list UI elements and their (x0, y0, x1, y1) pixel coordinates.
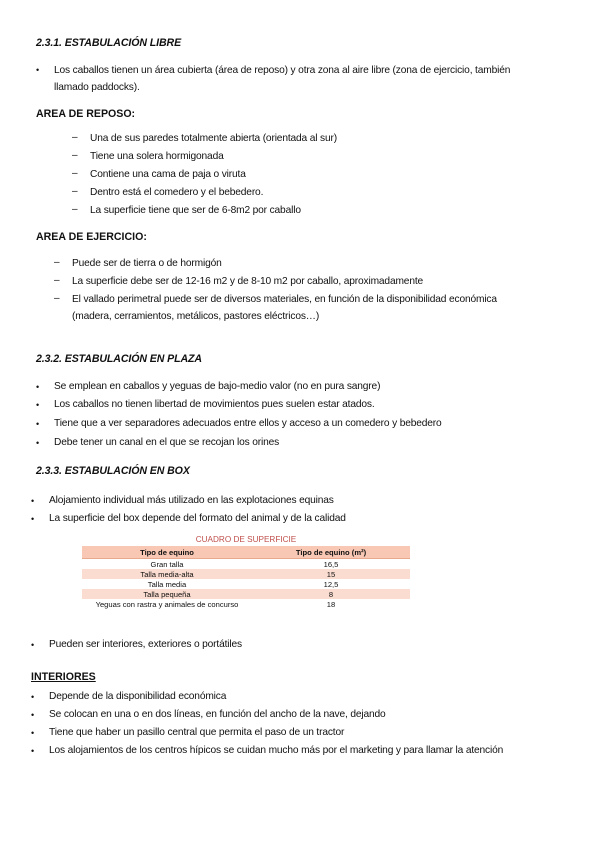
bullet-icon: • (31, 692, 35, 702)
table-header-cell: Tipo de equino (m²) (252, 546, 410, 559)
list-item: Alojamiento individual más utilizado en las explotaciones equinas (49, 495, 334, 506)
dash-icon: – (72, 168, 78, 179)
list-item: La superficie del box depende del formato del animal y de la calidad (49, 513, 346, 524)
table-row (82, 589, 410, 599)
bullet-icon: • (31, 710, 35, 720)
table-header-row (82, 546, 410, 559)
list-item: Dentro está el comedero y el bebedero. (90, 187, 264, 198)
list-item: El vallado perimetral puede ser de diversos materiales, en función de la disponibilidad económica (72, 294, 497, 305)
table-cell: Gran talla (150, 559, 184, 569)
table-row (82, 569, 410, 579)
list-item: Pueden ser interiores, exteriores o portátiles (49, 639, 242, 650)
table-cell: Talla media (147, 579, 187, 589)
table-cell: 12,5 (323, 579, 339, 589)
bullet-icon: • (31, 640, 35, 650)
table-cell: Yeguas con rastra y animales de concurso (95, 599, 239, 609)
list-item: Se colocan en una o en dos líneas, en función del ancho de la nave, dejando (49, 709, 386, 720)
list-item: Puede ser de tierra o de hormigón (72, 258, 222, 269)
section-title-estabulacion-libre: 2.3.1. ESTABULACIÓN LIBRE (36, 37, 182, 49)
bullet-icon: • (36, 438, 40, 448)
bullet-icon: • (31, 514, 35, 524)
list-item: Se emplean en caballos y yeguas de bajo-medio valor (no en pura sangre) (54, 381, 381, 392)
list-item: Contiene una cama de paja o viruta (90, 169, 246, 180)
list-item: Tiene que haber un pasillo central que permita el paso de un tractor (49, 727, 345, 738)
dash-icon: – (54, 275, 60, 286)
list-item: Los caballos no tienen libertad de movimientos pues suelen estar atados. (54, 399, 375, 410)
table-cell: 15 (252, 569, 410, 579)
bullet-icon: • (31, 746, 35, 756)
table-row (82, 559, 410, 570)
surface-table (82, 546, 410, 609)
dash-icon: – (72, 186, 78, 197)
paragraph-line: llamado paddocks). (54, 82, 140, 93)
table-cell: 18 (326, 599, 336, 609)
table-cell: 8 (252, 589, 410, 599)
bullet-icon: • (31, 496, 35, 506)
bullet-icon: • (36, 400, 40, 410)
list-item: Tiene que a ver separadores adecuados entre ellos y acceso a un comedero y bebedero (54, 418, 442, 429)
subheading-area-ejercicio: AREA DE EJERCICIO: (36, 231, 147, 243)
list-item: La superficie tiene que ser de 6-8m2 por caballo (90, 205, 301, 216)
table-cell: Talla pequeña (82, 589, 252, 599)
table-cell: Talla media-alta (82, 569, 252, 579)
bullet-icon: • (36, 382, 40, 392)
list-item: Depende de la disponibilidad económica (49, 691, 227, 702)
dash-icon: – (72, 204, 78, 215)
table-title: CUADRO DE SUPERFICIE (195, 535, 297, 544)
list-item: Los alojamientos de los centros hípicos se cuidan mucho más por el marketing y para llamar la atención (49, 745, 504, 756)
dash-icon: – (72, 150, 78, 161)
table-header-cell: Tipo de equino (82, 546, 252, 559)
list-item: Debe tener un canal en el que se recojan los orines (54, 437, 280, 448)
section-title-estabulacion-plaza: 2.3.2. ESTABULACIÓN EN PLAZA (36, 353, 202, 365)
subheading-area-reposo: AREA DE REPOSO: (36, 108, 136, 120)
bullet-icon: • (36, 419, 40, 429)
list-item: Una de sus paredes totalmente abierta (orientada al sur) (90, 133, 337, 144)
section-title-estabulacion-box: 2.3.3. ESTABULACIÓN EN BOX (36, 465, 190, 477)
paragraph-line: Los caballos tienen un área cubierta (área de reposo) y otra zona al aire libre (zona de ejercicio, también (54, 65, 511, 76)
table-row (82, 599, 410, 609)
dash-icon: – (54, 257, 60, 268)
dash-icon: – (72, 132, 78, 143)
list-item-continuation: (madera, cerramientos, metálicos, pastores eléctricos…) (72, 311, 320, 322)
bullet-icon: • (31, 728, 35, 738)
dash-icon: – (54, 293, 60, 304)
bullet-icon: • (36, 65, 40, 75)
table-row (82, 579, 410, 589)
list-item: La superficie debe ser de 12-16 m2 y de 8-10 m2 por caballo, aproximadamente (72, 276, 424, 287)
list-item: Tiene una solera hormigonada (90, 151, 224, 162)
table-cell: 16,5 (323, 559, 339, 569)
subheading-interiores: INTERIORES (31, 671, 96, 683)
